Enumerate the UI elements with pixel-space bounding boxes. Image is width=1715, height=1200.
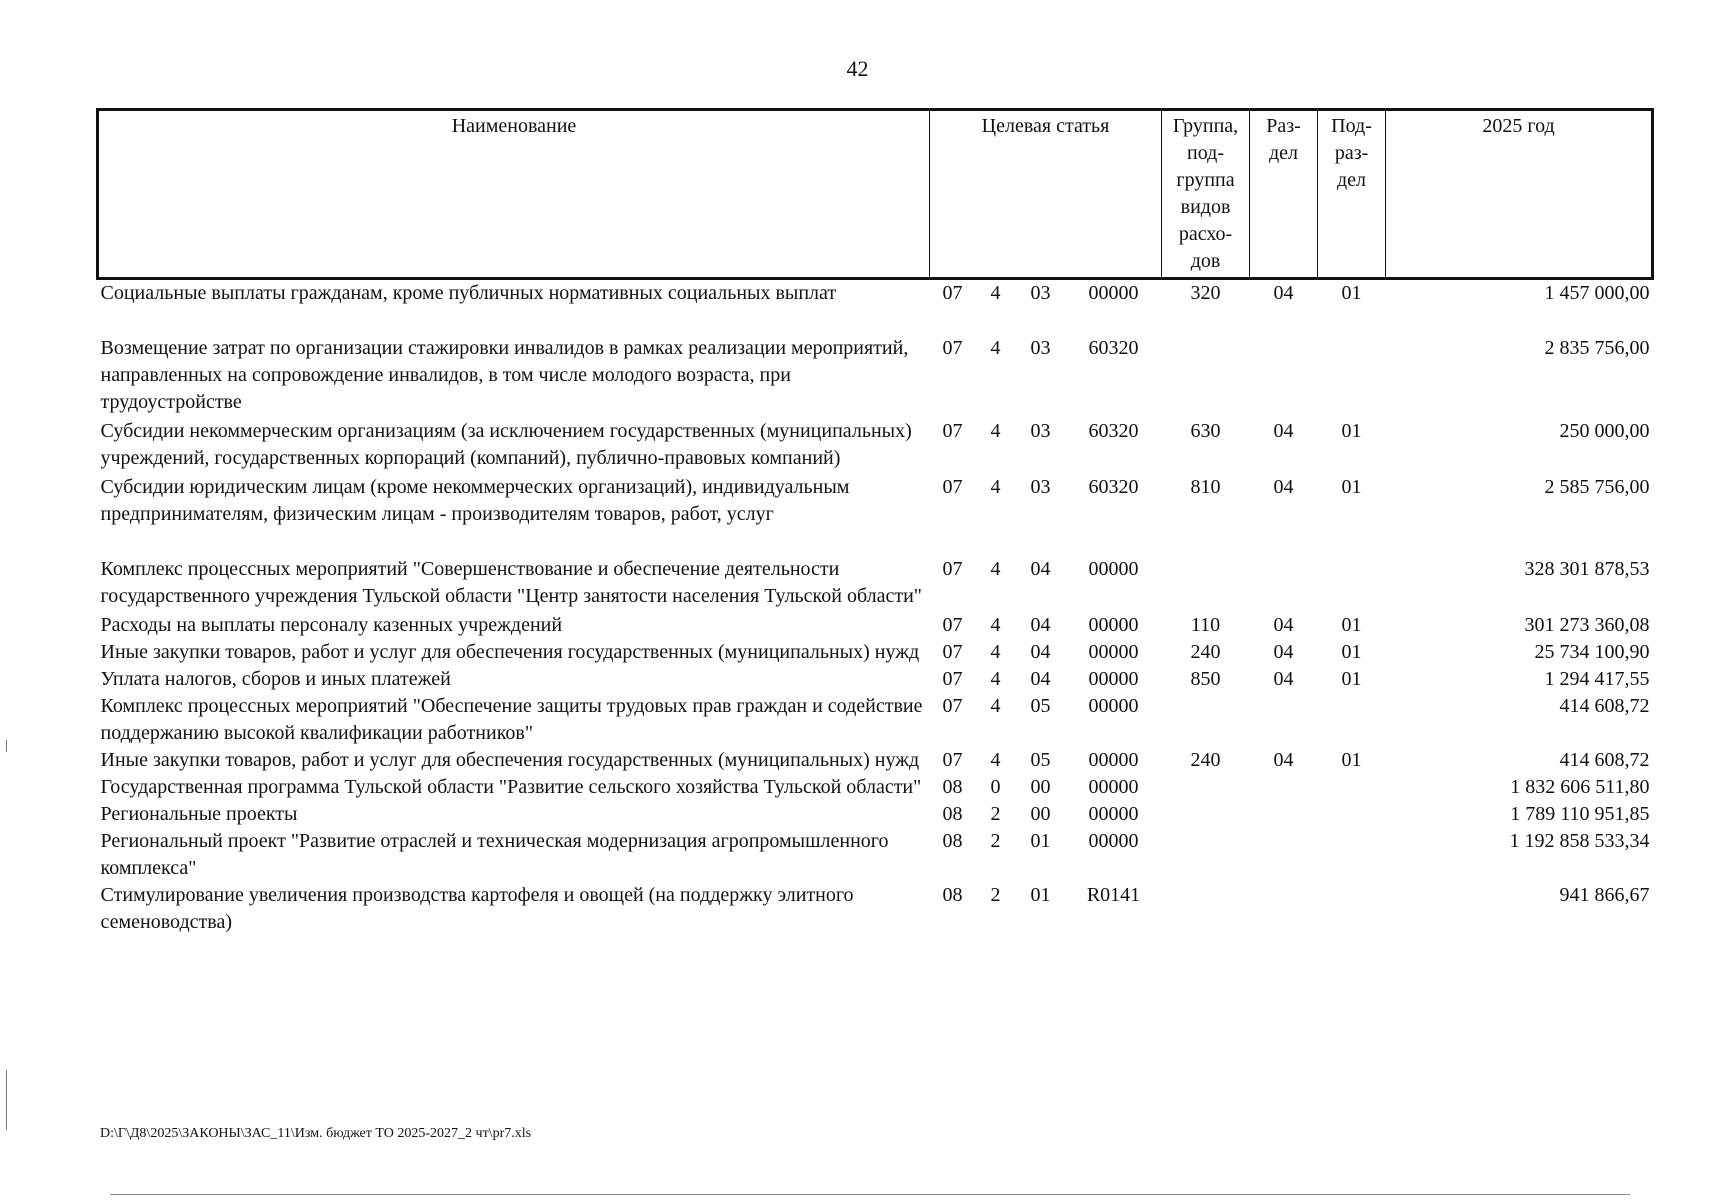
row-code-2: 4 <box>990 337 1001 359</box>
header-subsection: Под-раз-дел <box>1318 110 1386 279</box>
row-amount: 301 273 360,08 <box>1524 614 1650 636</box>
row-code-2: 4 <box>990 749 1001 771</box>
row-section <box>1250 774 1318 801</box>
row-code-4: 60320 <box>1088 476 1139 498</box>
row-code-1: 07 <box>942 420 963 442</box>
row-code-2: 0 <box>990 776 1001 798</box>
row-amount: 414 608,72 <box>1559 749 1650 771</box>
row-code-4: 00000 <box>1088 614 1139 636</box>
row-amount: 1 832 606 511,80 <box>1510 776 1650 798</box>
row-amount: 1 457 000,00 <box>1544 282 1650 304</box>
row-subsection: 01 <box>1341 282 1362 304</box>
row-name: Иные закупки товаров, работ и услуг для обеспечения государственных (муниципальных) нужд <box>100 749 920 771</box>
table-body <box>98 279 1653 937</box>
file-path-footer: D:\Г\Д8\2025\ЗАКОНЫ\ЗАС_11\Изм. бюджет ТО 2025-2027_2 чт\pr7.xls <box>100 1126 532 1141</box>
row-subsection: 01 <box>1341 476 1362 498</box>
row-section: 04 <box>1273 749 1294 771</box>
table-row <box>98 418 1653 474</box>
row-name: Субсидии юридическим лицам (кроме некоммерческих организаций), индивидуальным предпринимателям, физическим лицам - производителям товаров, работ, услуг <box>100 476 850 525</box>
row-code-3: 03 <box>1030 476 1051 498</box>
row-code-1: 07 <box>942 476 963 498</box>
table-row <box>98 666 1653 693</box>
row-subsection <box>1318 335 1386 418</box>
row-name: Иные закупки товаров, работ и услуг для обеспечения государственных (муниципальных) нужд <box>100 641 920 663</box>
budget-table <box>96 108 1654 936</box>
row-group: 110 <box>1190 614 1221 636</box>
row-code-2: 4 <box>990 641 1001 663</box>
row-subsection <box>1318 556 1386 612</box>
row-code-2: 4 <box>990 668 1001 690</box>
table-row <box>98 774 1653 801</box>
row-section: 04 <box>1273 282 1294 304</box>
row-name: Возмещение затрат по организации стажировки инвалидов в рамках реализации мероприятий, направленных на сопровождение инвалидов, в том числе молодого возраста, при трудоустройстве <box>100 337 909 413</box>
row-section: 04 <box>1273 614 1294 636</box>
row-code-3: 03 <box>1030 282 1051 304</box>
row-code-1: 07 <box>942 558 963 580</box>
row-subsection: 01 <box>1341 668 1362 690</box>
row-code-4: 00000 <box>1088 803 1139 825</box>
row-code-3: 04 <box>1030 668 1051 690</box>
header-section: Раз-дел <box>1250 110 1318 279</box>
row-group <box>1162 774 1250 801</box>
row-amount: 2 585 756,00 <box>1544 476 1650 498</box>
row-subsection <box>1318 828 1386 882</box>
row-code-1: 08 <box>942 830 963 852</box>
page-bottom-rule <box>110 1194 1630 1195</box>
row-name: Комплекс процессных мероприятий "Совершенствование и обеспечение деятельности государственного учреждения Тульской области "Центр занятости населения Тульской области" <box>100 558 922 607</box>
row-amount: 1 789 110 951,85 <box>1510 803 1650 825</box>
row-amount: 25 734 100,90 <box>1534 641 1650 663</box>
row-code-3: 00 <box>1030 776 1051 798</box>
table-row <box>98 747 1653 774</box>
row-name: Расходы на выплаты персоналу казенных учреждений <box>100 614 563 636</box>
row-code-3: 00 <box>1030 803 1051 825</box>
table-row <box>98 279 1653 336</box>
row-name: Государственная программа Тульской области "Развитие сельского хозяйства Тульской области" <box>100 776 922 798</box>
row-group: 240 <box>1190 749 1221 771</box>
row-code-1: 07 <box>942 337 963 359</box>
row-code-1: 07 <box>942 668 963 690</box>
row-code-3: 01 <box>1030 830 1051 852</box>
row-code-1: 08 <box>942 803 963 825</box>
row-subsection: 01 <box>1341 749 1362 771</box>
scan-margin-mark <box>6 1070 7 1130</box>
row-section: 04 <box>1273 641 1294 663</box>
row-group: 810 <box>1190 476 1221 498</box>
row-name: Комплекс процессных мероприятий "Обеспечение защиты трудовых прав граждан и содействие поддержанию высокой квалификации работников" <box>100 695 923 744</box>
row-amount: 250 000,00 <box>1559 420 1650 442</box>
table-row <box>98 639 1653 666</box>
table-row <box>98 556 1653 612</box>
row-code-2: 4 <box>990 282 1001 304</box>
row-code-1: 07 <box>942 641 963 663</box>
row-code-2: 4 <box>990 476 1001 498</box>
row-group <box>1162 828 1250 882</box>
row-section: 04 <box>1273 668 1294 690</box>
row-group <box>1162 335 1250 418</box>
row-name: Социальные выплаты гражданам, кроме публичных нормативных социальных выплат <box>100 282 837 304</box>
row-code-3: 04 <box>1030 641 1051 663</box>
row-section <box>1250 556 1318 612</box>
row-section <box>1250 335 1318 418</box>
row-group <box>1162 693 1250 747</box>
row-name: Субсидии некоммерческим организациям (за исключением государственных (муниципальных) учреждений, государственных корпораций (компаний), публично-правовых компаний) <box>100 420 912 469</box>
table-row <box>98 828 1653 882</box>
row-code-4: 00000 <box>1088 695 1139 717</box>
table-header <box>98 110 1653 279</box>
row-subsection <box>1318 801 1386 828</box>
page-number: 42 <box>846 56 869 81</box>
row-name: Региональный проект "Развитие отраслей и техническая модернизация агропромышленного комплекса" <box>100 830 889 879</box>
row-group: 240 <box>1190 641 1221 663</box>
row-code-4: 00000 <box>1088 558 1139 580</box>
row-code-2: 4 <box>990 420 1001 442</box>
row-code-4: 00000 <box>1088 641 1139 663</box>
row-code-4: 00000 <box>1088 776 1139 798</box>
row-code-1: 07 <box>942 282 963 304</box>
row-code-4: 60320 <box>1088 337 1139 359</box>
row-code-2: 2 <box>990 803 1001 825</box>
table-row <box>98 882 1653 936</box>
row-code-1: 07 <box>942 614 963 636</box>
row-section <box>1250 693 1318 747</box>
table-row <box>98 335 1653 418</box>
row-amount: 2 835 756,00 <box>1544 337 1650 359</box>
row-code-4: R0141 <box>1086 884 1141 906</box>
row-group <box>1162 882 1250 936</box>
table-row <box>98 474 1653 556</box>
row-section: 04 <box>1273 420 1294 442</box>
row-code-4: 60320 <box>1088 420 1139 442</box>
row-code-4: 00000 <box>1088 282 1139 304</box>
row-subsection: 01 <box>1341 614 1362 636</box>
table-row <box>98 801 1653 828</box>
row-group <box>1162 801 1250 828</box>
row-subsection: 01 <box>1341 420 1362 442</box>
table-row <box>98 693 1653 747</box>
row-code-3: 01 <box>1030 884 1051 906</box>
header-group: Группа, под-группа видов расхо-дов <box>1162 110 1250 279</box>
row-group <box>1162 556 1250 612</box>
header-target: Целевая статья <box>930 110 1162 279</box>
row-subsection <box>1318 882 1386 936</box>
row-group: 850 <box>1190 668 1221 690</box>
row-subsection <box>1318 774 1386 801</box>
row-amount: 1 192 858 533,34 <box>1509 830 1650 852</box>
row-amount: 328 301 878,53 <box>1524 558 1650 580</box>
row-code-3: 03 <box>1030 420 1051 442</box>
scan-margin-mark <box>6 740 7 752</box>
row-amount: 941 866,67 <box>1559 884 1650 906</box>
row-section <box>1250 801 1318 828</box>
row-code-1: 07 <box>942 749 963 771</box>
row-code-3: 03 <box>1030 337 1051 359</box>
table-row <box>98 612 1653 639</box>
row-code-1: 08 <box>942 776 963 798</box>
row-amount: 1 294 417,55 <box>1544 668 1650 690</box>
row-code-2: 2 <box>990 830 1001 852</box>
row-code-1: 07 <box>942 695 963 717</box>
row-section: 04 <box>1273 476 1294 498</box>
row-code-2: 2 <box>990 884 1001 906</box>
row-code-3: 04 <box>1030 614 1051 636</box>
row-code-4: 00000 <box>1088 749 1139 771</box>
header-year: 2025 год <box>1386 110 1653 279</box>
row-code-1: 08 <box>942 884 963 906</box>
row-code-4: 00000 <box>1088 830 1139 852</box>
row-code-2: 4 <box>990 614 1001 636</box>
row-section <box>1250 882 1318 936</box>
row-section <box>1250 828 1318 882</box>
row-subsection <box>1318 693 1386 747</box>
row-code-3: 05 <box>1030 749 1051 771</box>
row-subsection: 01 <box>1341 641 1362 663</box>
row-code-2: 4 <box>990 695 1001 717</box>
row-name: Региональные проекты <box>100 803 298 825</box>
row-code-3: 04 <box>1030 558 1051 580</box>
row-name: Стимулирование увеличения производства картофеля и овощей (на поддержку элитного семеноводства) <box>100 884 854 933</box>
row-code-3: 05 <box>1030 695 1051 717</box>
row-code-2: 4 <box>990 558 1001 580</box>
row-name: Уплата налогов, сборов и иных платежей <box>100 668 451 690</box>
row-group: 630 <box>1190 420 1221 442</box>
row-code-4: 00000 <box>1088 668 1139 690</box>
row-amount: 414 608,72 <box>1559 695 1650 717</box>
header-name: Наименование <box>98 110 930 279</box>
row-group: 320 <box>1190 282 1221 304</box>
